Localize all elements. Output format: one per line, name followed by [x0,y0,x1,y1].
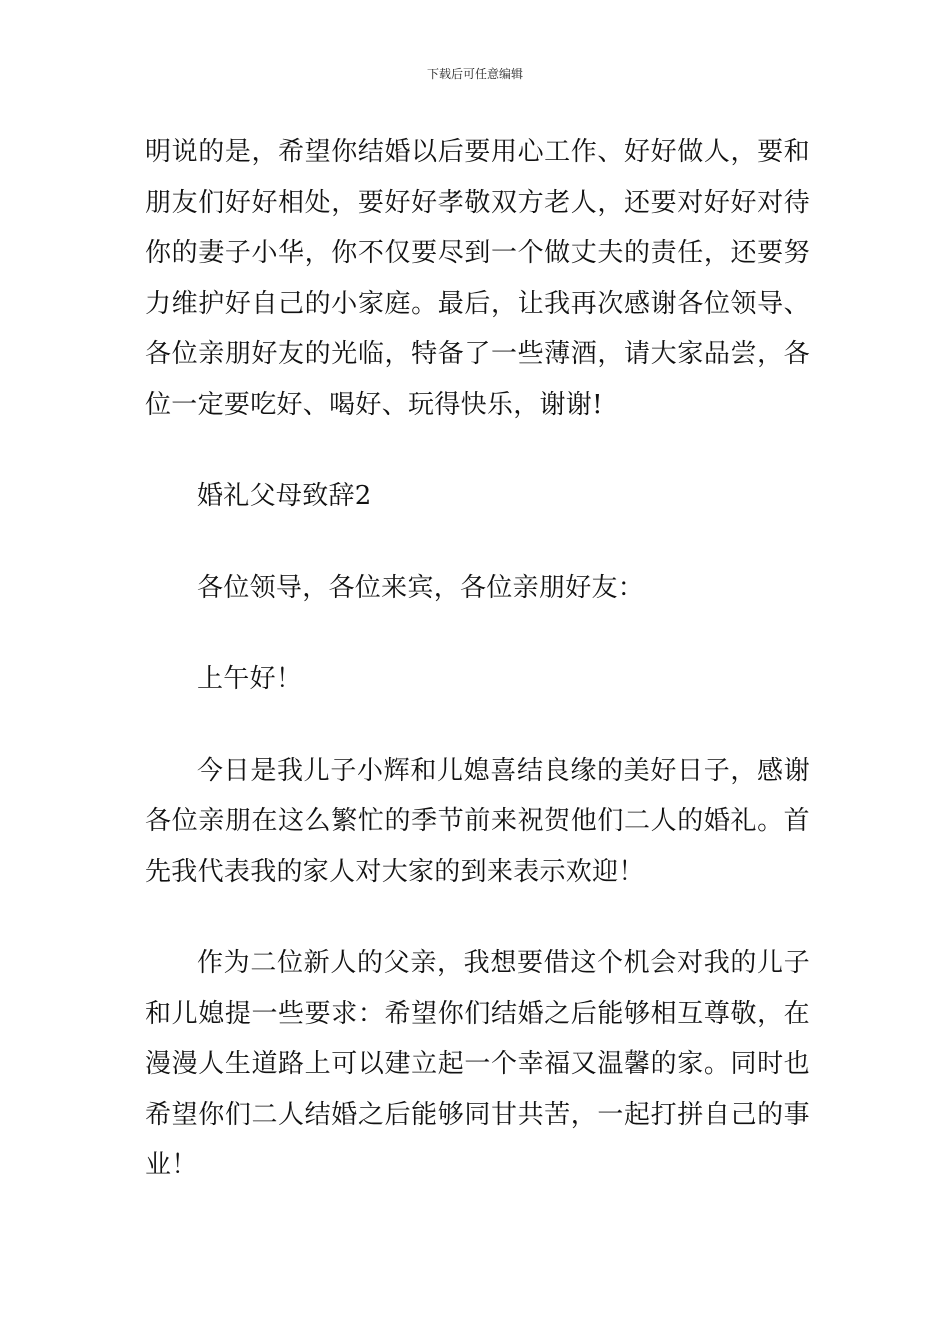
paragraph-welcome: 今日是我儿子小辉和儿媳喜结良缘的美好日子，感谢各位亲朋在这么繁忙的季节前来祝贺他们二人的婚礼。首先我代表我的家人对大家的到来表示欢迎！ [145,755,810,887]
paragraph-greeting: 上午好！ [197,664,303,694]
paragraph-salutation: 各位领导，各位来宾，各位亲朋好友： [197,572,645,603]
section-heading: 婚礼父母致辞2 [197,481,372,511]
paragraph-wishes: 作为二位新人的父亲，我想要借这个机会对我的儿子和儿媳提一些要求：希望你们结婚之后能够相互尊敬，在漫漫人生道路上可以建立起一个幸福又温馨的家。同时也希望你们二人结婚之后能够同甘共苦，一起打拼自己的事业！ [145,948,810,1180]
header-note: 下载后可任意编辑 [426,67,523,81]
paragraph-closing-remarks: 明说的是，希望你结婚以后要用心工作、好好做人，要和朋友们好好相处，要好好孝敬双方老人，还要对好好对待你的妻子小华，你不仅要尽到一个做丈夫的责任，还要努力维护好自己的小家庭。最后，让我再次感谢各位领导、各位亲朋好友的光临，特备了一些薄酒，请大家品尝，各位一定要吃好、喝好、玩得快乐，谢谢! [145,137,810,420]
document-body [145,127,810,1191]
